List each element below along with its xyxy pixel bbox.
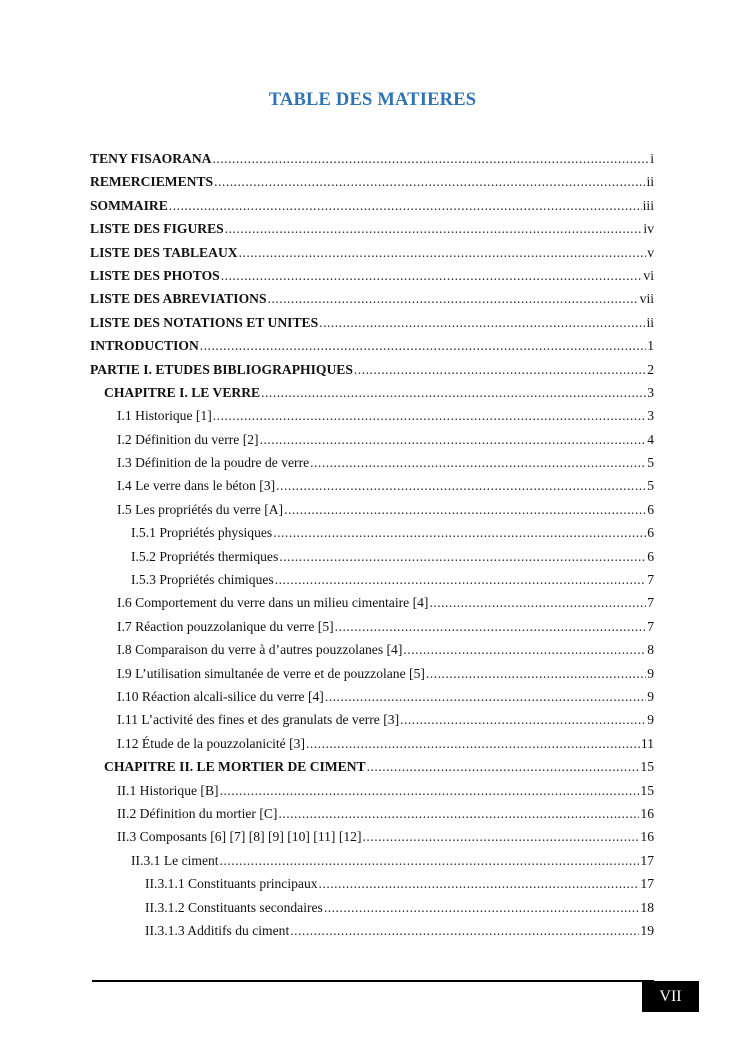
- toc-entry-label: II.3.1 Le ciment: [131, 852, 219, 868]
- toc-entry-page: vi: [643, 267, 654, 283]
- toc-entry-page: 3: [647, 408, 654, 424]
- toc-entry-page: 1: [647, 338, 654, 354]
- toc-dot-leader: [429, 591, 646, 614]
- toc-dot-leader: [400, 708, 646, 731]
- toc-entry[interactable]: [90, 311, 654, 334]
- toc-entry-label: II.3.1.3 Additifs du ciment: [145, 922, 290, 938]
- toc-entry-page: 9: [647, 665, 654, 681]
- toc-entry[interactable]: [90, 755, 654, 778]
- toc-entry-label: SOMMAIRE: [90, 197, 168, 213]
- toc-entry-label: LISTE DES TABLEAUX: [90, 244, 238, 260]
- toc-entry-label: I.11 L’activité des fines et des granulats de verre [3]: [117, 712, 400, 728]
- toc-entry-page: 18: [640, 899, 654, 915]
- toc-dot-leader: [310, 451, 646, 474]
- toc-entry-page: iv: [643, 221, 654, 237]
- toc-entry-label: CHAPITRE II. LE MORTIER DE CIMENT: [104, 759, 366, 775]
- toc-dot-leader: [278, 802, 639, 825]
- toc-entry-label: II.3.1.1 Constituants principaux: [145, 876, 318, 892]
- toc-entry-label: LISTE DES PHOTOS: [90, 267, 220, 283]
- toc-entry[interactable]: [90, 638, 654, 661]
- toc-dot-leader: [290, 919, 639, 942]
- toc-entry-page: 15: [640, 782, 654, 798]
- toc-entry[interactable]: [90, 615, 654, 638]
- toc-entry-label: I.9 L’utilisation simultanée de verre et de pouzzolane [5]: [117, 665, 425, 681]
- toc-entry-page: 3: [647, 384, 654, 400]
- toc-entry[interactable]: [90, 568, 654, 591]
- toc-entry-page: 4: [647, 431, 654, 447]
- toc-entry-page: 9: [647, 688, 654, 704]
- toc-entry-label: LISTE DES ABREVIATIONS: [90, 291, 267, 307]
- toc-entry-label: I.10 Réaction alcali-silice du verre [4]: [117, 688, 324, 704]
- toc-entry[interactable]: [90, 381, 654, 404]
- toc-dot-leader: [367, 755, 640, 778]
- toc-dot-leader: [225, 217, 643, 240]
- toc-entry[interactable]: [90, 474, 654, 497]
- toc-entry-page: 17: [640, 852, 654, 868]
- toc-entry[interactable]: [90, 591, 654, 614]
- toc-entry-page: vii: [639, 291, 654, 307]
- footer-divider: [92, 980, 654, 982]
- toc-entry[interactable]: [90, 241, 654, 264]
- toc-entry[interactable]: [90, 662, 654, 685]
- toc-entry[interactable]: [90, 498, 654, 521]
- toc-entry-page: 16: [640, 829, 654, 845]
- toc-entry-label: LISTE DES NOTATIONS ET UNITES: [90, 314, 319, 330]
- toc-dot-leader: [276, 474, 646, 497]
- toc-entry-page: 8: [647, 642, 654, 658]
- toc-entry[interactable]: [90, 170, 654, 193]
- toc-entry[interactable]: [90, 849, 654, 872]
- toc-dot-leader: [239, 241, 647, 264]
- toc-entry[interactable]: [90, 404, 654, 427]
- toc-dot-leader: [213, 404, 646, 427]
- toc-dot-leader: [319, 311, 645, 334]
- toc-dot-leader: [354, 358, 646, 381]
- toc-entry-page: 6: [647, 525, 654, 541]
- toc-dot-leader: [220, 779, 640, 802]
- toc-entry-page: 19: [640, 922, 654, 938]
- toc-entry[interactable]: [90, 217, 654, 240]
- toc-dot-leader: [403, 638, 646, 661]
- toc-dot-leader: [335, 615, 647, 638]
- toc-dot-leader: [426, 662, 646, 685]
- toc-dot-leader: [306, 732, 640, 755]
- toc-entry[interactable]: [90, 545, 654, 568]
- toc-entry[interactable]: [90, 428, 654, 451]
- toc-entry-label: II.1 Historique [B]: [117, 782, 219, 798]
- toc-entry-label: II.2 Définition du mortier [C]: [117, 805, 278, 821]
- toc-dot-leader: [221, 264, 643, 287]
- toc-entry-page: 15: [640, 759, 654, 775]
- toc-entry[interactable]: [90, 708, 654, 731]
- toc-entry-label: TENY FISAORANA: [90, 151, 212, 166]
- toc-entry-page: 6: [647, 501, 654, 517]
- toc-entry-label: I.6 Comportement du verre dans un milieu cimentaire [4]: [117, 595, 429, 611]
- toc-entry-page: 7: [647, 572, 654, 588]
- toc-entry-label: I.5.3 Propriétés chimiques: [131, 572, 274, 588]
- toc-entry-label: REMERCIEMENTS: [90, 174, 214, 190]
- toc-entry[interactable]: [90, 194, 654, 217]
- toc-entry-page: 2: [647, 361, 654, 377]
- toc-entry-page: 16: [640, 805, 654, 821]
- toc-dot-leader: [325, 685, 646, 708]
- toc-entry-page: 7: [647, 618, 654, 634]
- toc-entry-label: I.2 Définition du verre [2]: [117, 431, 259, 447]
- toc-dot-leader: [261, 381, 646, 404]
- toc-entry[interactable]: [90, 732, 654, 755]
- toc-entry[interactable]: [90, 825, 654, 848]
- toc-dot-leader: [324, 896, 640, 919]
- toc-entry-page: 9: [647, 712, 654, 728]
- toc-dot-leader: [319, 872, 640, 895]
- toc-entry[interactable]: [90, 147, 654, 170]
- toc-entry[interactable]: [90, 802, 654, 825]
- toc-entry-page: 17: [640, 876, 654, 892]
- toc-entry-label: I.3 Définition de la poudre de verre: [117, 455, 310, 471]
- toc-dot-leader: [260, 428, 647, 451]
- toc-entry-page: ii: [646, 314, 654, 330]
- toc-dot-leader: [200, 334, 646, 357]
- toc-dot-leader: [268, 287, 639, 310]
- toc-entry-label: I.7 Réaction pouzzolanique du verre [5]: [117, 618, 334, 634]
- toc-entry-page: 5: [647, 478, 654, 494]
- toc-dot-leader: [220, 849, 640, 872]
- toc-entry-page: v: [647, 244, 654, 260]
- toc-entry[interactable]: [90, 872, 654, 895]
- toc-entry-page: 6: [647, 548, 654, 564]
- toc-dot-leader: [284, 498, 646, 521]
- toc-entry[interactable]: [90, 896, 654, 919]
- toc-entry-page: ii: [646, 174, 654, 190]
- toc-entry-label: INTRODUCTION: [90, 338, 199, 354]
- toc-dot-leader: [273, 521, 646, 544]
- toc-entry[interactable]: [90, 451, 654, 474]
- toc-dot-leader: [279, 545, 646, 568]
- toc-entry-label: II.3 Composants [6] [7] [8] [9] [10] [11] [12]: [117, 829, 362, 845]
- toc-dot-leader: [363, 825, 640, 848]
- toc-entry-page: 5: [647, 455, 654, 471]
- toc-entry-page: 11: [640, 735, 654, 751]
- toc-dot-leader: [212, 147, 649, 170]
- toc-dot-leader: [275, 568, 646, 591]
- toc-dot-leader: [169, 194, 642, 217]
- toc-entry-label: PARTIE I. ETUDES BIBLIOGRAPHIQUES: [90, 361, 353, 377]
- page-number: VII: [642, 981, 699, 1012]
- toc-entry[interactable]: [90, 521, 654, 544]
- toc-entry-label: I.5.2 Propriétés thermiques: [131, 548, 279, 564]
- page-title: TABLE DES MATIERES: [268, 90, 477, 110]
- toc-entry[interactable]: [90, 287, 654, 310]
- toc-entry-label: I.1 Historique [1]: [117, 408, 212, 424]
- toc-entry-label: I.12 Étude de la pouzzolanicité [3]: [117, 735, 305, 751]
- toc-entry-page: 7: [647, 595, 654, 611]
- toc-entry-label: II.3.1.2 Constituants secondaires: [145, 899, 323, 915]
- toc-entry[interactable]: [90, 685, 654, 708]
- toc-entry[interactable]: [90, 919, 654, 942]
- toc-entry-label: I.5.1 Propriétés physiques: [131, 525, 273, 541]
- toc-entry-page: i: [650, 151, 654, 166]
- toc-entry-page: iii: [642, 197, 654, 213]
- toc-entry-label: I.8 Comparaison du verre à d’autres pouzzolanes [4]: [117, 642, 403, 658]
- toc-entry[interactable]: [90, 779, 654, 802]
- toc-entry-label: LISTE DES FIGURES: [90, 221, 224, 237]
- toc-dot-leader: [214, 170, 645, 193]
- table-of-contents: [90, 147, 654, 942]
- toc-entry[interactable]: [90, 358, 654, 381]
- toc-entry-label: CHAPITRE I. LE VERRE: [104, 384, 261, 400]
- toc-entry-label: I.4 Le verre dans le béton [3]: [117, 478, 276, 494]
- toc-entry[interactable]: [90, 264, 654, 287]
- toc-entry[interactable]: [90, 334, 654, 357]
- toc-entry-label: I.5 Les propriétés du verre [A]: [117, 501, 284, 517]
